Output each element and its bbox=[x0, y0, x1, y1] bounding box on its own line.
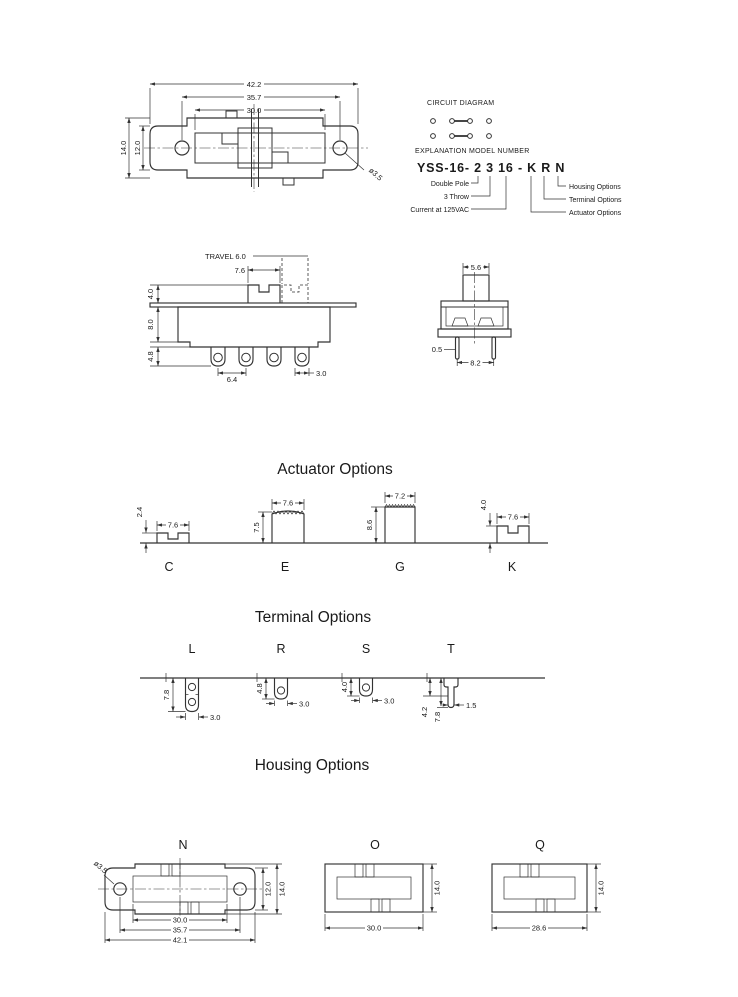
dim-text: 42.2 bbox=[246, 80, 262, 89]
dim-text: 7.6 bbox=[167, 520, 179, 530]
callout-throw: 3 Throw bbox=[443, 194, 469, 201]
dim-text: 14.0 bbox=[119, 140, 128, 156]
dim-text: 8.2 bbox=[470, 358, 481, 368]
dim-text: 12.0 bbox=[263, 881, 273, 897]
actuator-option-k bbox=[479, 500, 529, 574]
terminal-option-t bbox=[420, 642, 476, 722]
side-view-drawing bbox=[140, 245, 365, 385]
circuit-and-model-number bbox=[405, 90, 660, 225]
dim-text: 4.2 bbox=[420, 706, 429, 718]
dim-pin-thickness bbox=[432, 345, 455, 354]
dim-body-height bbox=[146, 307, 178, 342]
dim-text: 0.5 bbox=[431, 345, 443, 354]
dim-text: 14.0 bbox=[277, 881, 287, 897]
terminal-option-label: S bbox=[361, 642, 371, 656]
end-view-drawing bbox=[425, 250, 515, 372]
housing-options-title: Housing Options bbox=[254, 757, 370, 774]
callout-housing: Housing Options bbox=[569, 184, 621, 191]
dim-text: 8.6 bbox=[365, 519, 374, 531]
terminal-option-label: R bbox=[276, 642, 286, 656]
dim-text: 30.0 bbox=[172, 915, 188, 925]
dim-terminal-height bbox=[146, 347, 211, 366]
travel-label: TRAVEL 6.0 bbox=[205, 252, 246, 261]
dim-text: 7.2 bbox=[394, 491, 406, 501]
dim-hole-diameter bbox=[345, 153, 384, 183]
dim-text: 35.7 bbox=[172, 925, 188, 935]
actuator-option-c bbox=[135, 507, 189, 574]
actuator-option-label: E bbox=[280, 560, 290, 574]
dim-text: 42.1 bbox=[172, 935, 188, 945]
callout-double-pole: Double Pole bbox=[430, 181, 469, 188]
dim-text: 30.0 bbox=[366, 923, 382, 933]
dim-text: 12.0 bbox=[133, 140, 142, 156]
housing-options-section bbox=[60, 740, 640, 960]
dim-terminal-width bbox=[295, 368, 326, 378]
callout-terminal: Terminal Options bbox=[569, 197, 622, 204]
explanation-title: EXPLANATION MODEL NUMBER bbox=[415, 148, 530, 155]
housing-option-n bbox=[92, 838, 287, 945]
terminal-option-label: T bbox=[447, 642, 455, 656]
dim-text: 7.6 bbox=[234, 266, 245, 275]
terminal-option-r bbox=[255, 642, 309, 709]
housing-option-label: Q bbox=[535, 838, 545, 852]
dim-text: 1.5 bbox=[466, 701, 477, 710]
dim-text: 7.8 bbox=[162, 689, 171, 701]
actuator-option-label: C bbox=[164, 560, 174, 574]
dim-text: 7.6 bbox=[282, 498, 294, 508]
actuator-option-e bbox=[252, 499, 304, 575]
callout-actuator: Actuator Options bbox=[569, 210, 622, 217]
dim-text: 3.0 bbox=[384, 696, 395, 706]
dim-text: ø3.5 bbox=[91, 858, 110, 876]
actuator-option-label: K bbox=[507, 560, 517, 574]
dim-actuator-height bbox=[146, 285, 248, 303]
dim-text: 28.6 bbox=[531, 923, 547, 933]
switch-body-end-view bbox=[438, 272, 511, 359]
dim-text: 7.5 bbox=[252, 522, 261, 533]
model-number-leaders bbox=[471, 176, 566, 212]
dim-text: 14.0 bbox=[432, 880, 442, 896]
housing-option-o bbox=[325, 838, 442, 933]
dim-text: 2.4 bbox=[135, 506, 144, 518]
dim-text: 35.7 bbox=[246, 93, 262, 102]
dim-actuator-width bbox=[463, 263, 489, 275]
dim-text: ø3.5 bbox=[367, 165, 385, 183]
circuit-diagram-title: CIRCUIT DIAGRAM bbox=[427, 100, 495, 107]
dim-text: 6.4 bbox=[226, 375, 238, 384]
housing-option-label: N bbox=[178, 838, 188, 852]
actuator-options-title: Actuator Options bbox=[277, 461, 393, 478]
switch-body-side-view bbox=[150, 285, 356, 366]
dim-actuator-width bbox=[235, 266, 280, 283]
dim-text: 3.0 bbox=[316, 369, 327, 378]
dim-text: 8.0 bbox=[146, 319, 155, 330]
terminal-option-l bbox=[162, 642, 220, 722]
dim-text: 30.0 bbox=[246, 106, 262, 115]
dim-text: 4.0 bbox=[146, 288, 155, 300]
dim-text: 3.0 bbox=[210, 713, 221, 722]
top-view-drawing bbox=[115, 70, 395, 195]
callout-current: Current at 125VAC bbox=[410, 207, 469, 214]
actuator-option-g bbox=[365, 492, 415, 575]
terminal-option-s bbox=[340, 642, 394, 706]
terminal-option-label: L bbox=[188, 642, 196, 656]
dim-text: 3.0 bbox=[299, 699, 310, 709]
terminal-options-title: Terminal Options bbox=[254, 609, 372, 626]
dim-pin-span bbox=[457, 359, 494, 368]
circuit-contacts bbox=[431, 119, 492, 139]
switch-body-top-view bbox=[144, 104, 368, 192]
housing-option-q bbox=[492, 838, 606, 933]
dim-text: 14.0 bbox=[596, 880, 606, 896]
dim-text: 4.0 bbox=[479, 499, 488, 511]
terminal-options-section bbox=[130, 600, 560, 732]
dim-text: 4.0 bbox=[340, 681, 349, 693]
dim-text: 7.6 bbox=[507, 512, 519, 522]
dim-text: 7.8 bbox=[433, 711, 442, 723]
dim-text: 4.8 bbox=[146, 351, 155, 362]
dim-text: 4.8 bbox=[255, 683, 264, 694]
dim-text: 5.6 bbox=[470, 263, 482, 272]
actuator-option-label: G bbox=[395, 560, 405, 574]
model-number: YSS-16- 2 3 16 - K R N bbox=[417, 161, 566, 175]
dim-terminal-pitch bbox=[218, 368, 246, 384]
housing-option-label: O bbox=[370, 838, 380, 852]
actuator-options-section bbox=[125, 450, 560, 580]
